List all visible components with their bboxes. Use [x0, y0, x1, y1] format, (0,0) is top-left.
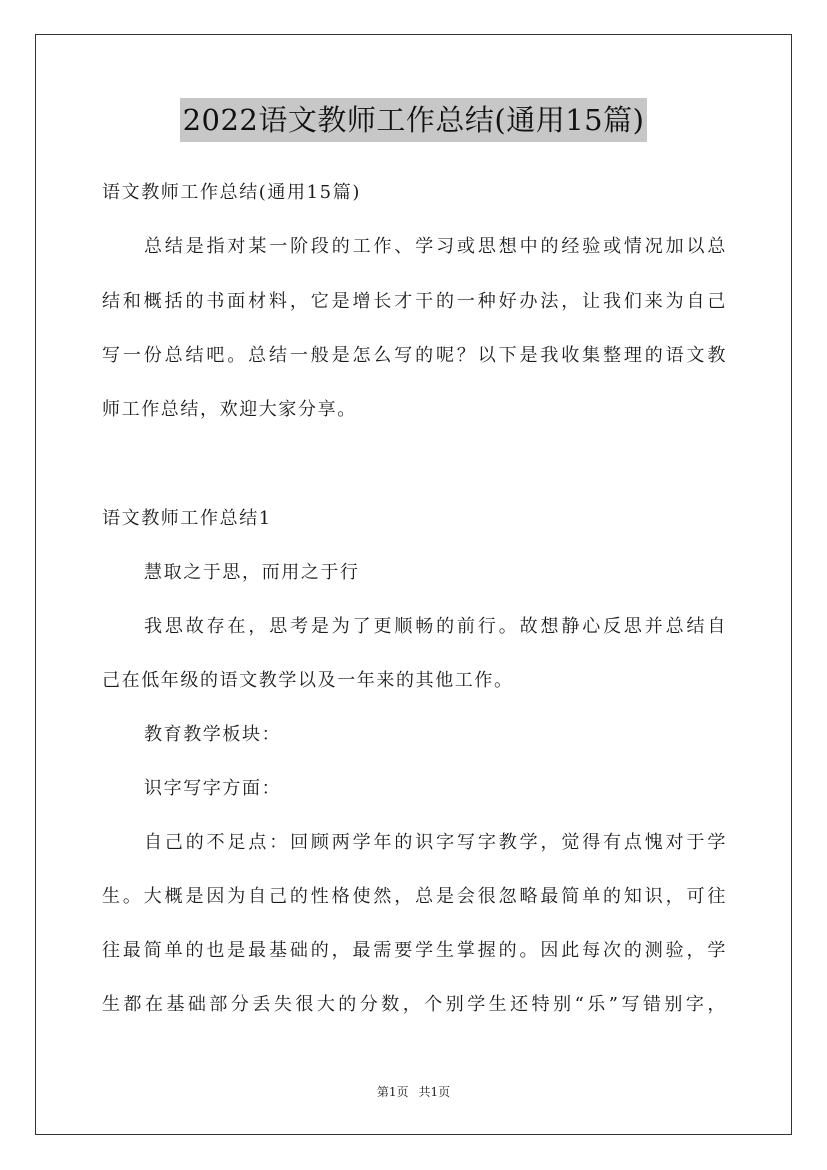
page-number-current: 第1页	[376, 1085, 409, 1099]
document-subtitle: 语文教师工作总结(通用15篇)	[102, 182, 361, 203]
title-container	[0, 98, 827, 142]
para2-line-3: 往最简单的也是最基础的，最需要学生掌握的。因此每次的测验，学	[102, 940, 727, 961]
para2-line-4: 生都在基础部分丢失很大的分数，个别学生还特别“乐”写错别字，	[102, 994, 727, 1015]
page-footer	[0, 1084, 827, 1100]
page-number-total: 共1页	[418, 1085, 451, 1099]
heading-literacy: 识字写字方面：	[144, 778, 282, 799]
quote-line: 慧取之于思，而用之于行	[144, 562, 360, 583]
intro-line-2: 结和概括的书面材料，它是增长才干的一种好办法，让我们来为自己	[102, 291, 727, 312]
para2-line-1: 自己的不足点：回顾两学年的识字写字教学，觉得有点愧对于学	[144, 832, 727, 853]
heading-teaching: 教育教学板块：	[144, 724, 282, 745]
document-title: 2022语文教师工作总结(通用15篇)	[180, 98, 648, 142]
para1-line-1: 我思故存在，思考是为了更顺畅的前行。故想静心反思并总结自	[144, 616, 727, 637]
section-heading-1: 语文教师工作总结1	[102, 508, 272, 529]
intro-line-4: 师工作总结，欢迎大家分享。	[102, 399, 357, 420]
para2-line-2: 生。大概是因为自己的性格使然，总是会很忽略最简单的知识，可往	[102, 886, 727, 907]
para1-line-2: 己在低年级的语文教学以及一年来的其他工作。	[102, 670, 514, 691]
intro-line-3: 写一份总结吧。总结一般是怎么写的呢？以下是我收集整理的语文教	[102, 345, 727, 366]
intro-line-1: 总结是指对某一阶段的工作、学习或思想中的经验或情况加以总	[144, 236, 727, 257]
